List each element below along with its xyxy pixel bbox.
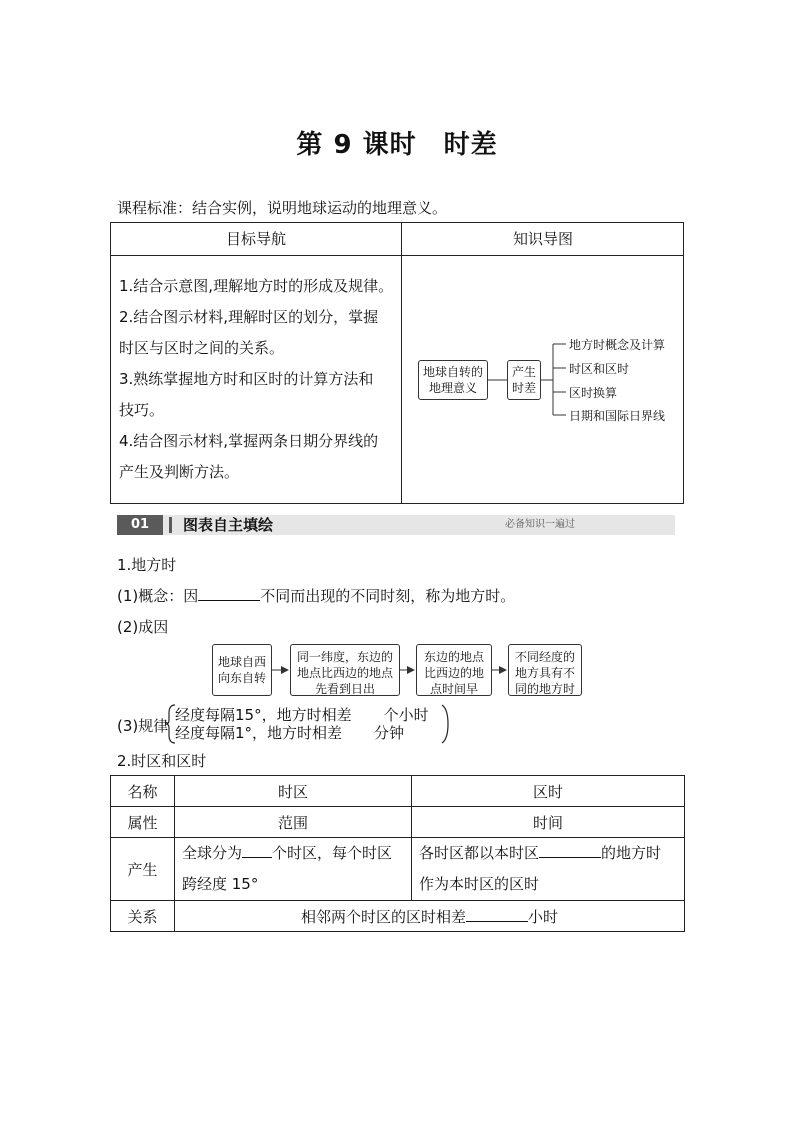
goal-line: 2.结合图示材料,理解时区的划分，掌握	[119, 308, 379, 326]
cause-label: (2)成因	[117, 618, 169, 636]
goal-line: 产生及判断方法。	[119, 463, 240, 481]
cell-relation: 相邻两个时区的区时相差 小时	[175, 901, 685, 932]
goals-header: 目标导航	[225, 230, 286, 248]
rule-line-2: 经度每隔1°，地方时相差 分钟	[175, 724, 405, 742]
section-subtitle: 必备知识一遍过	[505, 519, 575, 530]
mindmap-root: 地球自转的 地理意义	[418, 360, 488, 400]
answer-blank	[466, 907, 528, 922]
cell-origin-label: 产生	[111, 838, 175, 901]
flow-step: 同一纬度，东边的 地点比西边的地点 先看到日出	[290, 644, 400, 696]
goal-line: 1.结合示意图,理解地方时的形成及规律。	[119, 277, 394, 295]
goal-line: 4.结合图示材料,掌握两条日期分界线的	[119, 432, 379, 450]
cell-zone-header: 时区	[175, 776, 412, 807]
mindmap-leaf: 时区和区时	[569, 362, 630, 376]
mindmap-leaf: 日期和国际日界线	[569, 409, 666, 423]
flow-step: 不同经度的 地方具有不 同的地方时	[508, 644, 582, 696]
answer-blank	[242, 843, 272, 858]
cell-time-attr: 时间	[412, 807, 685, 838]
concept-line: (1)概念：因 不同而出现的不同时刻，称为地方时。	[117, 587, 516, 605]
cell-time-header: 区时	[412, 776, 685, 807]
cell-relation-label: 关系	[111, 901, 175, 932]
cell-attr-label: 属性	[111, 807, 175, 838]
mindmap-leaf: 区时换算	[569, 386, 618, 400]
flow-step: 东边的地点 比西边的地 点时间早	[416, 644, 492, 696]
page-title: 第 9 课时 时差	[296, 130, 498, 160]
goal-line: 技巧。	[119, 401, 165, 419]
section-title: 图表自主填绘	[183, 516, 274, 534]
cell-zone-attr: 范围	[175, 807, 412, 838]
mindmap-header: 知识导图	[512, 230, 573, 248]
section-number: 01	[117, 515, 163, 535]
rule-line-1: 经度每隔15°，地方时相差 个小时	[175, 706, 429, 724]
mindmap-leaf: 地方时概念及计算	[569, 338, 666, 352]
answer-blank	[539, 843, 601, 858]
flow-step: 地球自西 向东自转	[212, 644, 272, 696]
goal-line: 时区与区时之间的关系。	[119, 339, 285, 357]
heading-local-time: 1.地方时	[117, 556, 177, 574]
mindmap-middle: 产生 时差	[507, 360, 541, 400]
time-zone-table	[110, 775, 685, 932]
cell-time-origin: 各时区都以本时区 的地方时 作为本时区的区时	[412, 838, 685, 901]
goal-line: 3.熟练掌握地方时和区时的计算方法和	[119, 370, 374, 388]
cell-name-label: 名称	[111, 776, 175, 807]
course-standard: 课程标准：结合实例，说明地球运动的地理意义。	[117, 199, 448, 217]
cell-zone-origin: 全球分为 个时区，每个时区 跨经度 15°	[175, 838, 412, 901]
rule-label: (3)规律	[117, 717, 169, 735]
heading-time-zones: 2.时区和区时	[117, 752, 207, 770]
